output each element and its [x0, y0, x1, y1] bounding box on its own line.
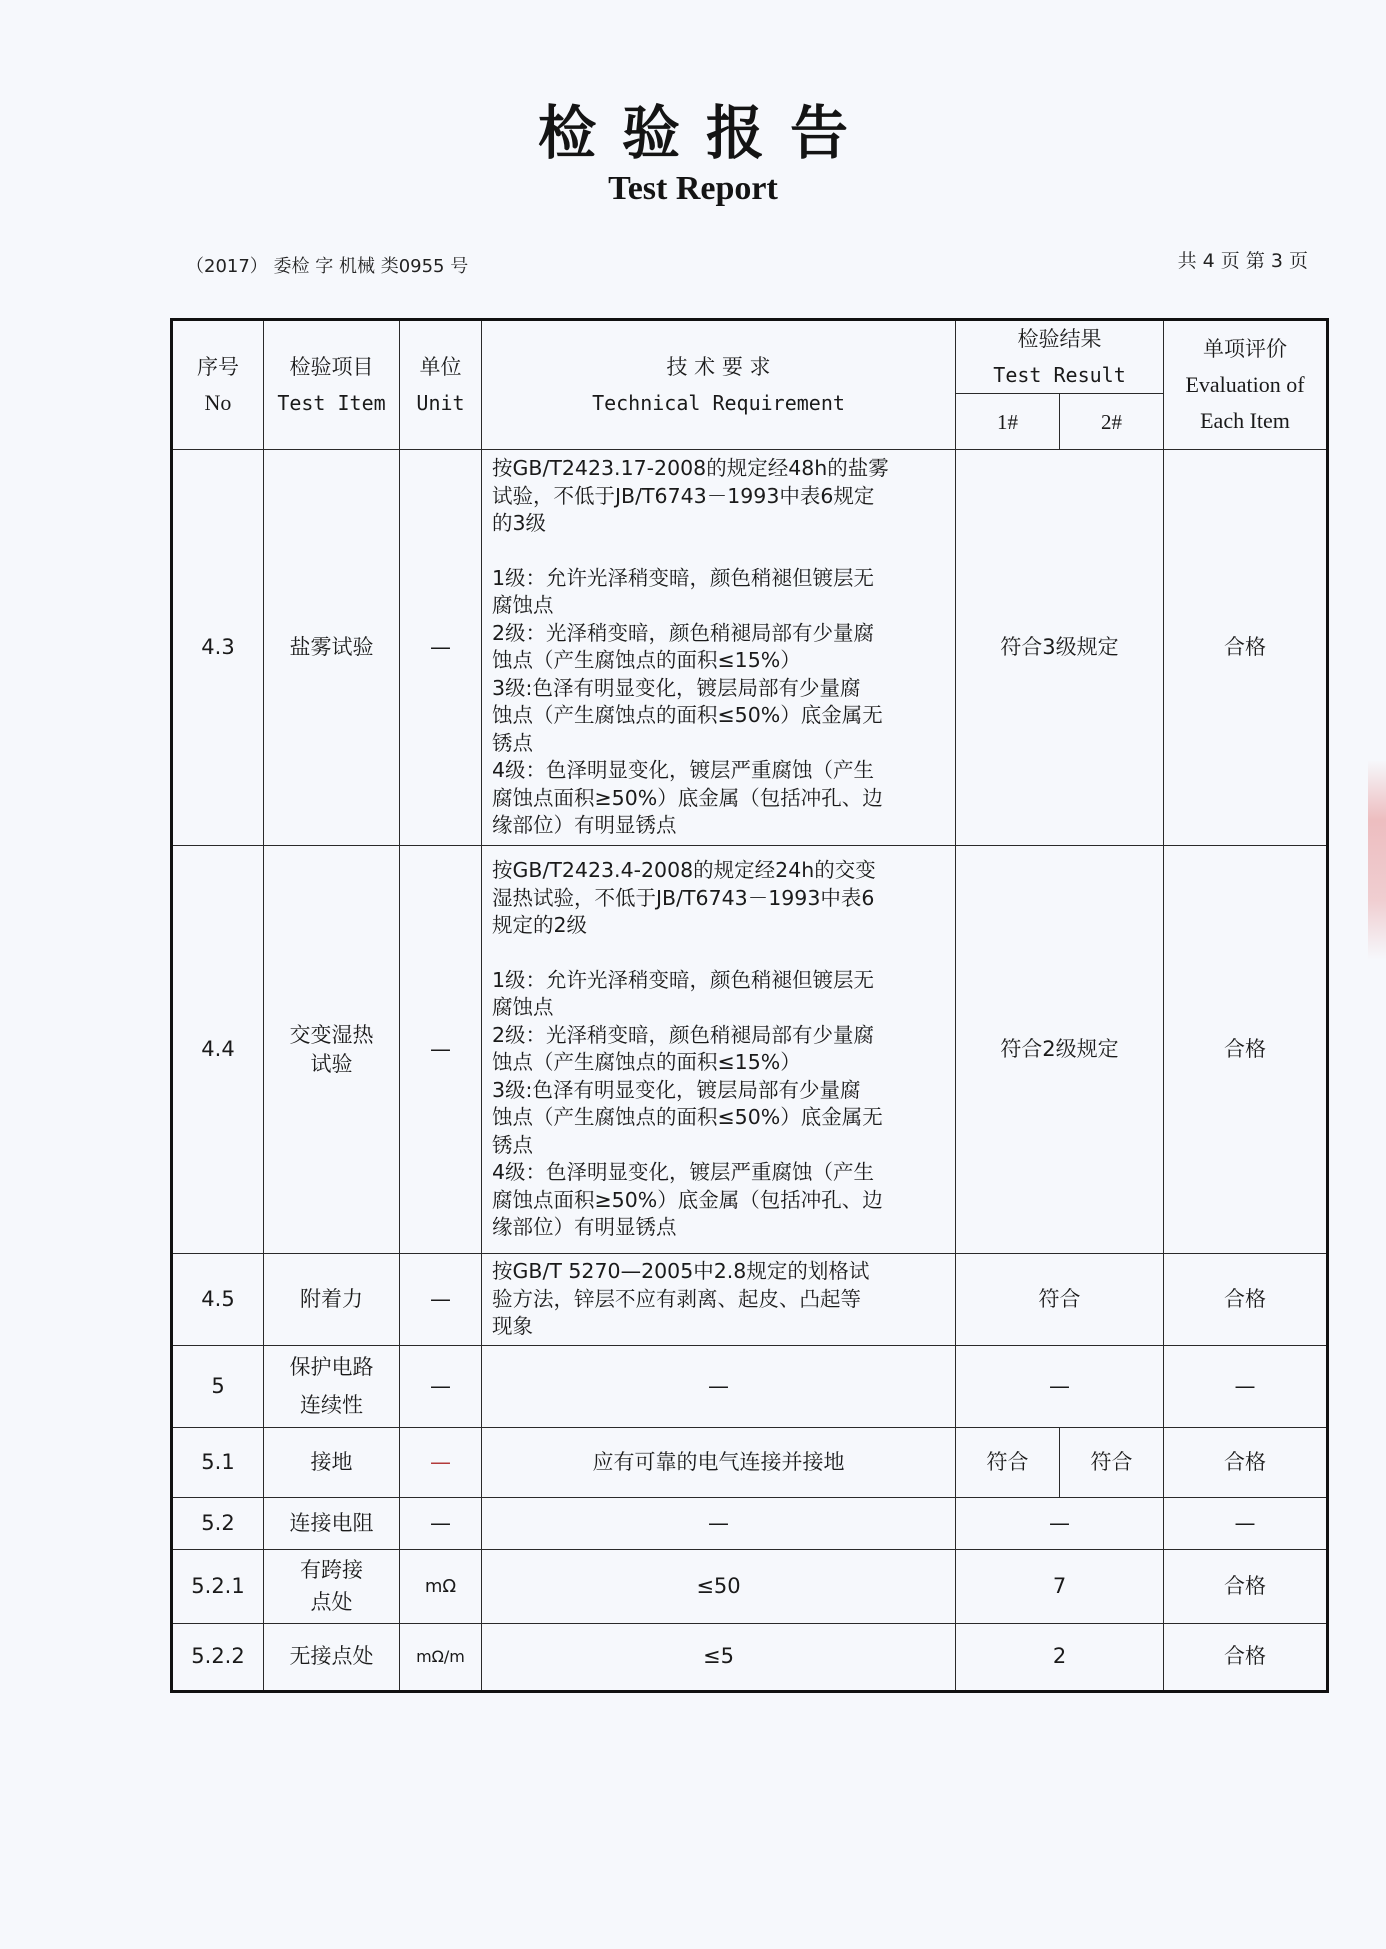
req-line: 2级：光泽稍变暗，颜色稍褪局部有少量腐: [492, 620, 875, 645]
row-no: 4.4: [172, 846, 264, 1254]
row-item: [264, 1345, 400, 1427]
col-req-cn: 技 术 要 求: [666, 355, 771, 379]
row-unit: —: [400, 450, 482, 846]
col-result-en: Test Result: [993, 363, 1126, 387]
page-indicator: 共 4 页 第 3 页: [1177, 250, 1308, 272]
col-eval-en-1: Evaluation of: [1185, 372, 1305, 397]
row-item-line: 点处: [310, 1590, 353, 1614]
row-requirement: 应有可靠的电气连接并接地: [482, 1427, 956, 1497]
req-line: 按GB/T 5270—2005中2.8规定的划格试: [492, 1259, 870, 1283]
row-requirement: —: [482, 1497, 956, 1549]
table-row: [172, 846, 1328, 1254]
table-row: [172, 1497, 1328, 1549]
row-unit: —: [400, 1254, 482, 1346]
req-line: 腐蚀点面积≥50%）底金属（包括冲孔、边: [492, 1187, 883, 1212]
row-unit: —: [400, 1427, 482, 1497]
row-result: 2: [956, 1623, 1164, 1691]
col-result-header: [956, 320, 1164, 394]
req-line: 验方法，锌层不应有剥离、起皮、凸起等: [492, 1286, 861, 1311]
col-result-1-header: 1#: [956, 394, 1060, 450]
req-line: 2级：光泽稍变暗，颜色稍褪局部有少量腐: [492, 1022, 875, 1047]
row-requirement: ≤5: [482, 1623, 956, 1691]
req-line: 腐蚀点面积≥50%）底金属（包括冲孔、边: [492, 785, 883, 810]
row-item-line: 试验: [310, 1051, 353, 1076]
req-line: 3级:色泽有明显变化，镀层局部有少量腐: [492, 675, 861, 700]
row-item: 接地: [264, 1427, 400, 1497]
row-requirement: [482, 1254, 956, 1346]
row-evaluation: 合格: [1164, 1427, 1328, 1497]
col-unit-header: [400, 320, 482, 450]
row-item-line: 连续性: [300, 1393, 363, 1417]
col-req-header: [482, 320, 956, 450]
row-result: 符合3级规定: [956, 450, 1164, 846]
row-unit: —: [400, 1497, 482, 1549]
col-result-cn: 检验结果: [1017, 327, 1102, 351]
row-no: 5.2: [172, 1497, 264, 1549]
req-line: 缘部位）有明显锈点: [492, 1215, 677, 1240]
row-evaluation: 合格: [1164, 1549, 1328, 1623]
row-unit: —: [400, 1345, 482, 1427]
req-line: 1级：允许光泽稍变暗，颜色稍褪但镀层无: [492, 967, 875, 992]
row-no: 5.1: [172, 1427, 264, 1497]
report-title-en: Test Report: [608, 170, 778, 207]
report-number: （2017） 委检 字 机械 类0955 号: [186, 256, 469, 277]
row-result-2: 符合: [1060, 1427, 1164, 1497]
col-unit-en: Unit: [416, 391, 465, 415]
row-no: 4.5: [172, 1254, 264, 1346]
seal-stamp-edge: [1368, 760, 1386, 960]
row-evaluation: 合格: [1164, 450, 1328, 846]
req-line: 锈点: [492, 730, 533, 755]
req-line: 湿热试验，不低于JB/T6743－1993中表6: [492, 885, 875, 910]
row-evaluation: —: [1164, 1345, 1328, 1427]
col-eval-cn: 单项评价: [1203, 337, 1288, 361]
row-result: 7: [956, 1549, 1164, 1623]
col-no-cn: 序号: [197, 355, 239, 379]
row-unit: mΩ: [400, 1549, 482, 1623]
req-spacer: [492, 940, 947, 967]
table-row: [172, 1427, 1328, 1497]
req-line: 蚀点（产生腐蚀点的面积≤15%）: [492, 648, 801, 673]
req-line: 4级：色泽明显变化，镀层严重腐蚀（产生: [492, 1160, 875, 1185]
col-eval-en-2: Each Item: [1200, 408, 1290, 433]
row-evaluation: 合格: [1164, 846, 1328, 1254]
row-result-1: 符合: [956, 1427, 1060, 1497]
req-line: 试验，不低于JB/T6743－1993中表6规定: [492, 483, 875, 508]
row-item: 连接电阻: [264, 1497, 400, 1549]
col-req-en: Technical Requirement: [592, 391, 845, 415]
req-line: 缘部位）有明显锈点: [492, 813, 677, 838]
col-no-header: [172, 320, 264, 450]
row-item-line: 交变湿热: [289, 1022, 374, 1047]
col-unit-cn: 单位: [419, 355, 462, 379]
row-requirement: —: [482, 1345, 956, 1427]
row-result: —: [956, 1345, 1164, 1427]
col-item-header: [264, 320, 400, 450]
req-line: 的3级: [492, 511, 547, 536]
req-line: 锈点: [492, 1132, 533, 1157]
row-evaluation: 合格: [1164, 1254, 1328, 1346]
req-line: 规定的2级: [492, 913, 588, 938]
col-no-en: No: [204, 390, 232, 415]
req-line: 现象: [492, 1314, 533, 1338]
col-item-cn: 检验项目: [289, 355, 374, 379]
row-result: 符合2级规定: [956, 846, 1164, 1254]
req-line: 4级：色泽明显变化，镀层严重腐蚀（产生: [492, 758, 875, 783]
row-requirement: [482, 846, 956, 1254]
req-line: 3级:色泽有明显变化，镀层局部有少量腐: [492, 1077, 861, 1102]
table-row: [172, 450, 1328, 846]
col-item-en: Test Item: [277, 391, 386, 415]
table-row: [172, 1345, 1328, 1427]
req-line: 腐蚀点: [492, 593, 554, 618]
table-header-row: [172, 320, 1328, 394]
row-no: 5.2.1: [172, 1549, 264, 1623]
row-item: [264, 846, 400, 1254]
row-item: [264, 1549, 400, 1623]
req-line: 蚀点（产生腐蚀点的面积≤15%）: [492, 1050, 801, 1075]
row-evaluation: 合格: [1164, 1623, 1328, 1691]
col-result-2-header: 2#: [1060, 394, 1164, 450]
row-unit: —: [400, 846, 482, 1254]
req-line: 蚀点（产生腐蚀点的面积≤50%）底金属无: [492, 703, 883, 728]
req-line: 按GB/T2423.4-2008的规定经24h的交变: [492, 858, 876, 883]
test-results-table: [170, 318, 1329, 1693]
req-spacer: [492, 538, 947, 565]
row-result: 符合: [956, 1254, 1164, 1346]
table-row: [172, 1254, 1328, 1346]
row-requirement: [482, 450, 956, 846]
row-no: 5: [172, 1345, 264, 1427]
row-unit: mΩ/m: [400, 1623, 482, 1691]
row-item: 无接点处: [264, 1623, 400, 1691]
table-row: [172, 1623, 1328, 1691]
req-line: 按GB/T2423.17-2008的规定经48h的盐雾: [492, 456, 889, 481]
row-no: 5.2.2: [172, 1623, 264, 1691]
row-item: 附着力: [264, 1254, 400, 1346]
row-item-line: 保护电路: [289, 1355, 374, 1379]
req-line: 腐蚀点: [492, 995, 554, 1020]
row-item: 盐雾试验: [264, 450, 400, 846]
req-line: 1级：允许光泽稍变暗，颜色稍褪但镀层无: [492, 565, 875, 590]
row-item-line: 有跨接: [300, 1558, 363, 1582]
report-title-cn: 检验报告: [537, 99, 874, 167]
table-row: [172, 1549, 1328, 1623]
row-requirement: ≤50: [482, 1549, 956, 1623]
req-line: 蚀点（产生腐蚀点的面积≤50%）底金属无: [492, 1105, 883, 1130]
row-evaluation: —: [1164, 1497, 1328, 1549]
row-no: 4.3: [172, 450, 264, 846]
row-result: —: [956, 1497, 1164, 1549]
col-eval-header: [1164, 320, 1328, 450]
